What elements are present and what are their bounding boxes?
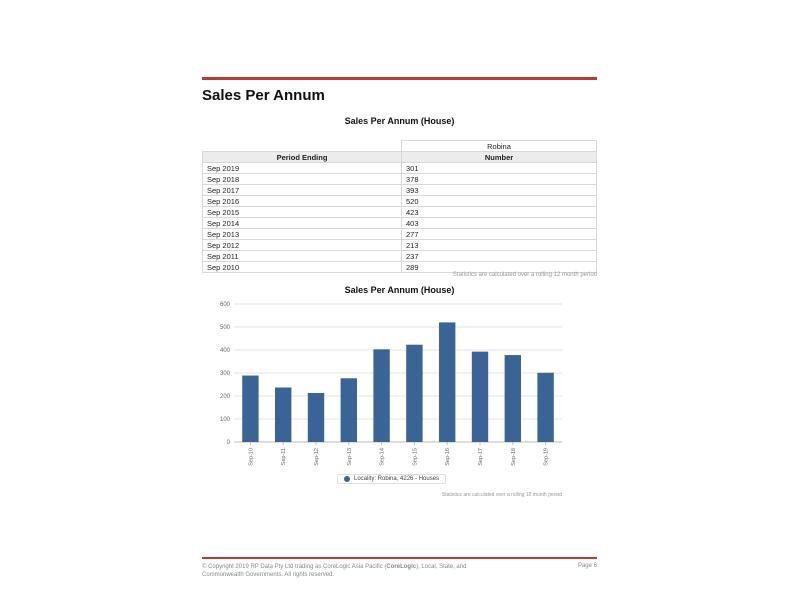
table-row: [203, 185, 597, 196]
legend-label: Locality: Robina, 4226 - Houses: [354, 476, 440, 482]
y-tick-label: 600: [219, 302, 230, 308]
bar: [308, 393, 324, 442]
table-title: Sales Per Annum (House): [344, 116, 455, 126]
table-row: [203, 196, 597, 207]
copyright-footer: [202, 563, 502, 579]
table-note: Statistics are calculated over a rolling 12 month period: [452, 272, 597, 278]
table-row: [203, 240, 597, 251]
table-row: [203, 262, 597, 273]
period-cell: Sep 2013: [203, 229, 402, 240]
y-tick-label: 300: [219, 371, 230, 377]
bar: [242, 376, 258, 442]
table-row: [203, 251, 597, 262]
x-tick-label: Sep-16: [445, 448, 452, 466]
x-tick-label: Sep-15: [412, 448, 419, 466]
number-cell: 301: [402, 163, 597, 174]
period-cell: Sep 2015: [203, 207, 402, 218]
bar: [373, 349, 389, 442]
table-row: [203, 174, 597, 185]
x-tick-label: Sep-10: [248, 448, 255, 466]
page-title: Sales Per Annum: [202, 87, 325, 104]
legend-marker-icon: [344, 476, 350, 482]
period-cell: Sep 2014: [203, 218, 402, 229]
y-tick-label: 0: [226, 440, 230, 446]
y-tick-label: 200: [219, 394, 230, 400]
bottom-rule: [202, 557, 597, 559]
number-cell: 393: [402, 185, 597, 196]
table-blank-cell: [203, 141, 402, 152]
locality-header: Robina: [402, 141, 597, 152]
x-tick-label: Sep-13: [346, 448, 353, 466]
x-tick-label: Sep-19: [543, 448, 550, 466]
table-row: [203, 229, 597, 240]
period-cell: Sep 2010: [203, 262, 402, 273]
y-tick-label: 400: [219, 348, 230, 354]
table-locality-row: [203, 141, 597, 152]
number-header: Number: [402, 152, 597, 163]
sales-table: [202, 140, 597, 273]
period-cell: Sep 2016: [203, 196, 402, 207]
y-tick-label: 100: [219, 417, 230, 423]
bar: [537, 373, 553, 442]
chart-legend[interactable]: [337, 474, 446, 484]
table-row: [203, 218, 597, 229]
x-tick-label: Sep-18: [510, 448, 517, 466]
bar: [439, 322, 455, 442]
table-row: [203, 163, 597, 174]
y-tick-label: 500: [219, 325, 230, 331]
x-tick-label: Sep-17: [478, 448, 484, 466]
chart-title: Sales Per Annum (House): [344, 285, 455, 295]
period-cell: Sep 2018: [203, 174, 402, 185]
number-cell: 237: [402, 251, 597, 262]
page-number: Page 6: [577, 563, 597, 569]
bar: [341, 378, 357, 442]
number-cell: 289: [402, 262, 597, 273]
top-rule: [202, 77, 597, 80]
number-cell: 213: [402, 240, 597, 251]
x-tick-label: Sep-14: [379, 448, 386, 466]
period-cell: Sep 2012: [203, 240, 402, 251]
x-tick-label: Sep-11: [281, 448, 288, 466]
footer-brand: CoreLogic: [386, 564, 417, 570]
footer-text-after: ), Local, State, and Commonwealth Governments. All rights reserved.: [202, 564, 467, 578]
number-cell: 378: [402, 174, 597, 185]
table-row: [203, 207, 597, 218]
period-cell: Sep 2011: [203, 251, 402, 262]
bar: [472, 352, 488, 442]
number-cell: 520: [402, 196, 597, 207]
x-tick-label: Sep-12: [314, 448, 320, 466]
period-cell: Sep 2017: [203, 185, 402, 196]
table-body: [203, 163, 597, 273]
footer-text-before: © Copyright 2019 RP Data Pty Ltd trading as CoreLogic Asia Pacific (: [202, 564, 387, 570]
chart-note: Statistics are calculated over a rolling 12 month period: [441, 492, 562, 498]
bar: [505, 355, 521, 442]
period-header: Period Ending: [203, 152, 402, 163]
table-header-row: [203, 152, 597, 163]
bar: [406, 345, 422, 442]
bar: [275, 387, 291, 442]
period-cell: Sep 2019: [203, 163, 402, 174]
number-cell: 423: [402, 207, 597, 218]
number-cell: 403: [402, 218, 597, 229]
bar-chart: [202, 296, 582, 471]
number-cell: 277: [402, 229, 597, 240]
